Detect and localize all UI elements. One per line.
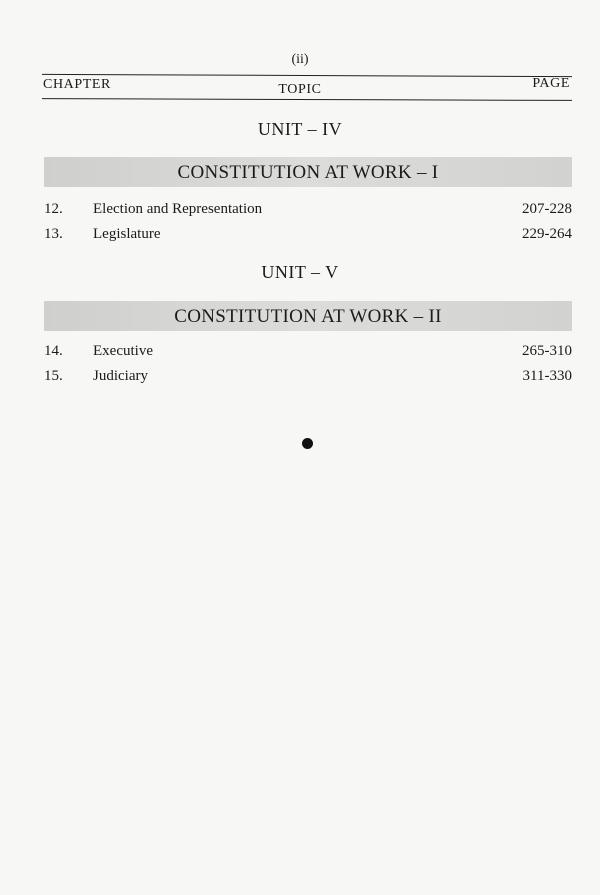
end-bullet-mark <box>302 438 313 449</box>
unit-iv-heading: UNIT – IV <box>257 119 343 139</box>
toc-row-chapter-12 <box>0 201 600 221</box>
chapter-title: Judiciary <box>93 368 148 384</box>
unit-v-heading: UNIT – V <box>261 262 339 282</box>
chapter-pages: 207-228 <box>522 201 572 217</box>
chapter-number: 13. <box>44 226 63 242</box>
chapter-title: Election and Representation <box>93 201 263 217</box>
chapter-number: 14. <box>44 343 63 359</box>
toc-row-chapter-14 <box>0 343 600 363</box>
chapter-number: 12. <box>44 201 63 217</box>
chapter-pages: 265-310 <box>522 343 572 359</box>
chapter-title: Executive <box>93 343 153 359</box>
column-header-chapter: CHAPTER <box>43 77 111 92</box>
column-header-topic: TOPIC <box>278 82 322 97</box>
chapter-pages: 311-330 <box>522 368 572 384</box>
column-header-page: PAGE <box>532 76 570 91</box>
section-band-constitution-at-work-ii: CONSTITUTION AT WORK – II <box>44 301 572 331</box>
page-number: (ii) <box>291 52 309 67</box>
header-bottom-rule <box>42 98 572 101</box>
section-band-constitution-at-work-i: CONSTITUTION AT WORK – I <box>44 157 572 187</box>
header-top-rule <box>42 74 572 77</box>
chapter-number: 15. <box>44 368 63 384</box>
chapter-pages: 229-264 <box>522 226 572 242</box>
chapter-title: Legislature <box>93 226 161 242</box>
toc-row-chapter-15 <box>0 368 600 388</box>
toc-row-chapter-13 <box>0 226 600 246</box>
